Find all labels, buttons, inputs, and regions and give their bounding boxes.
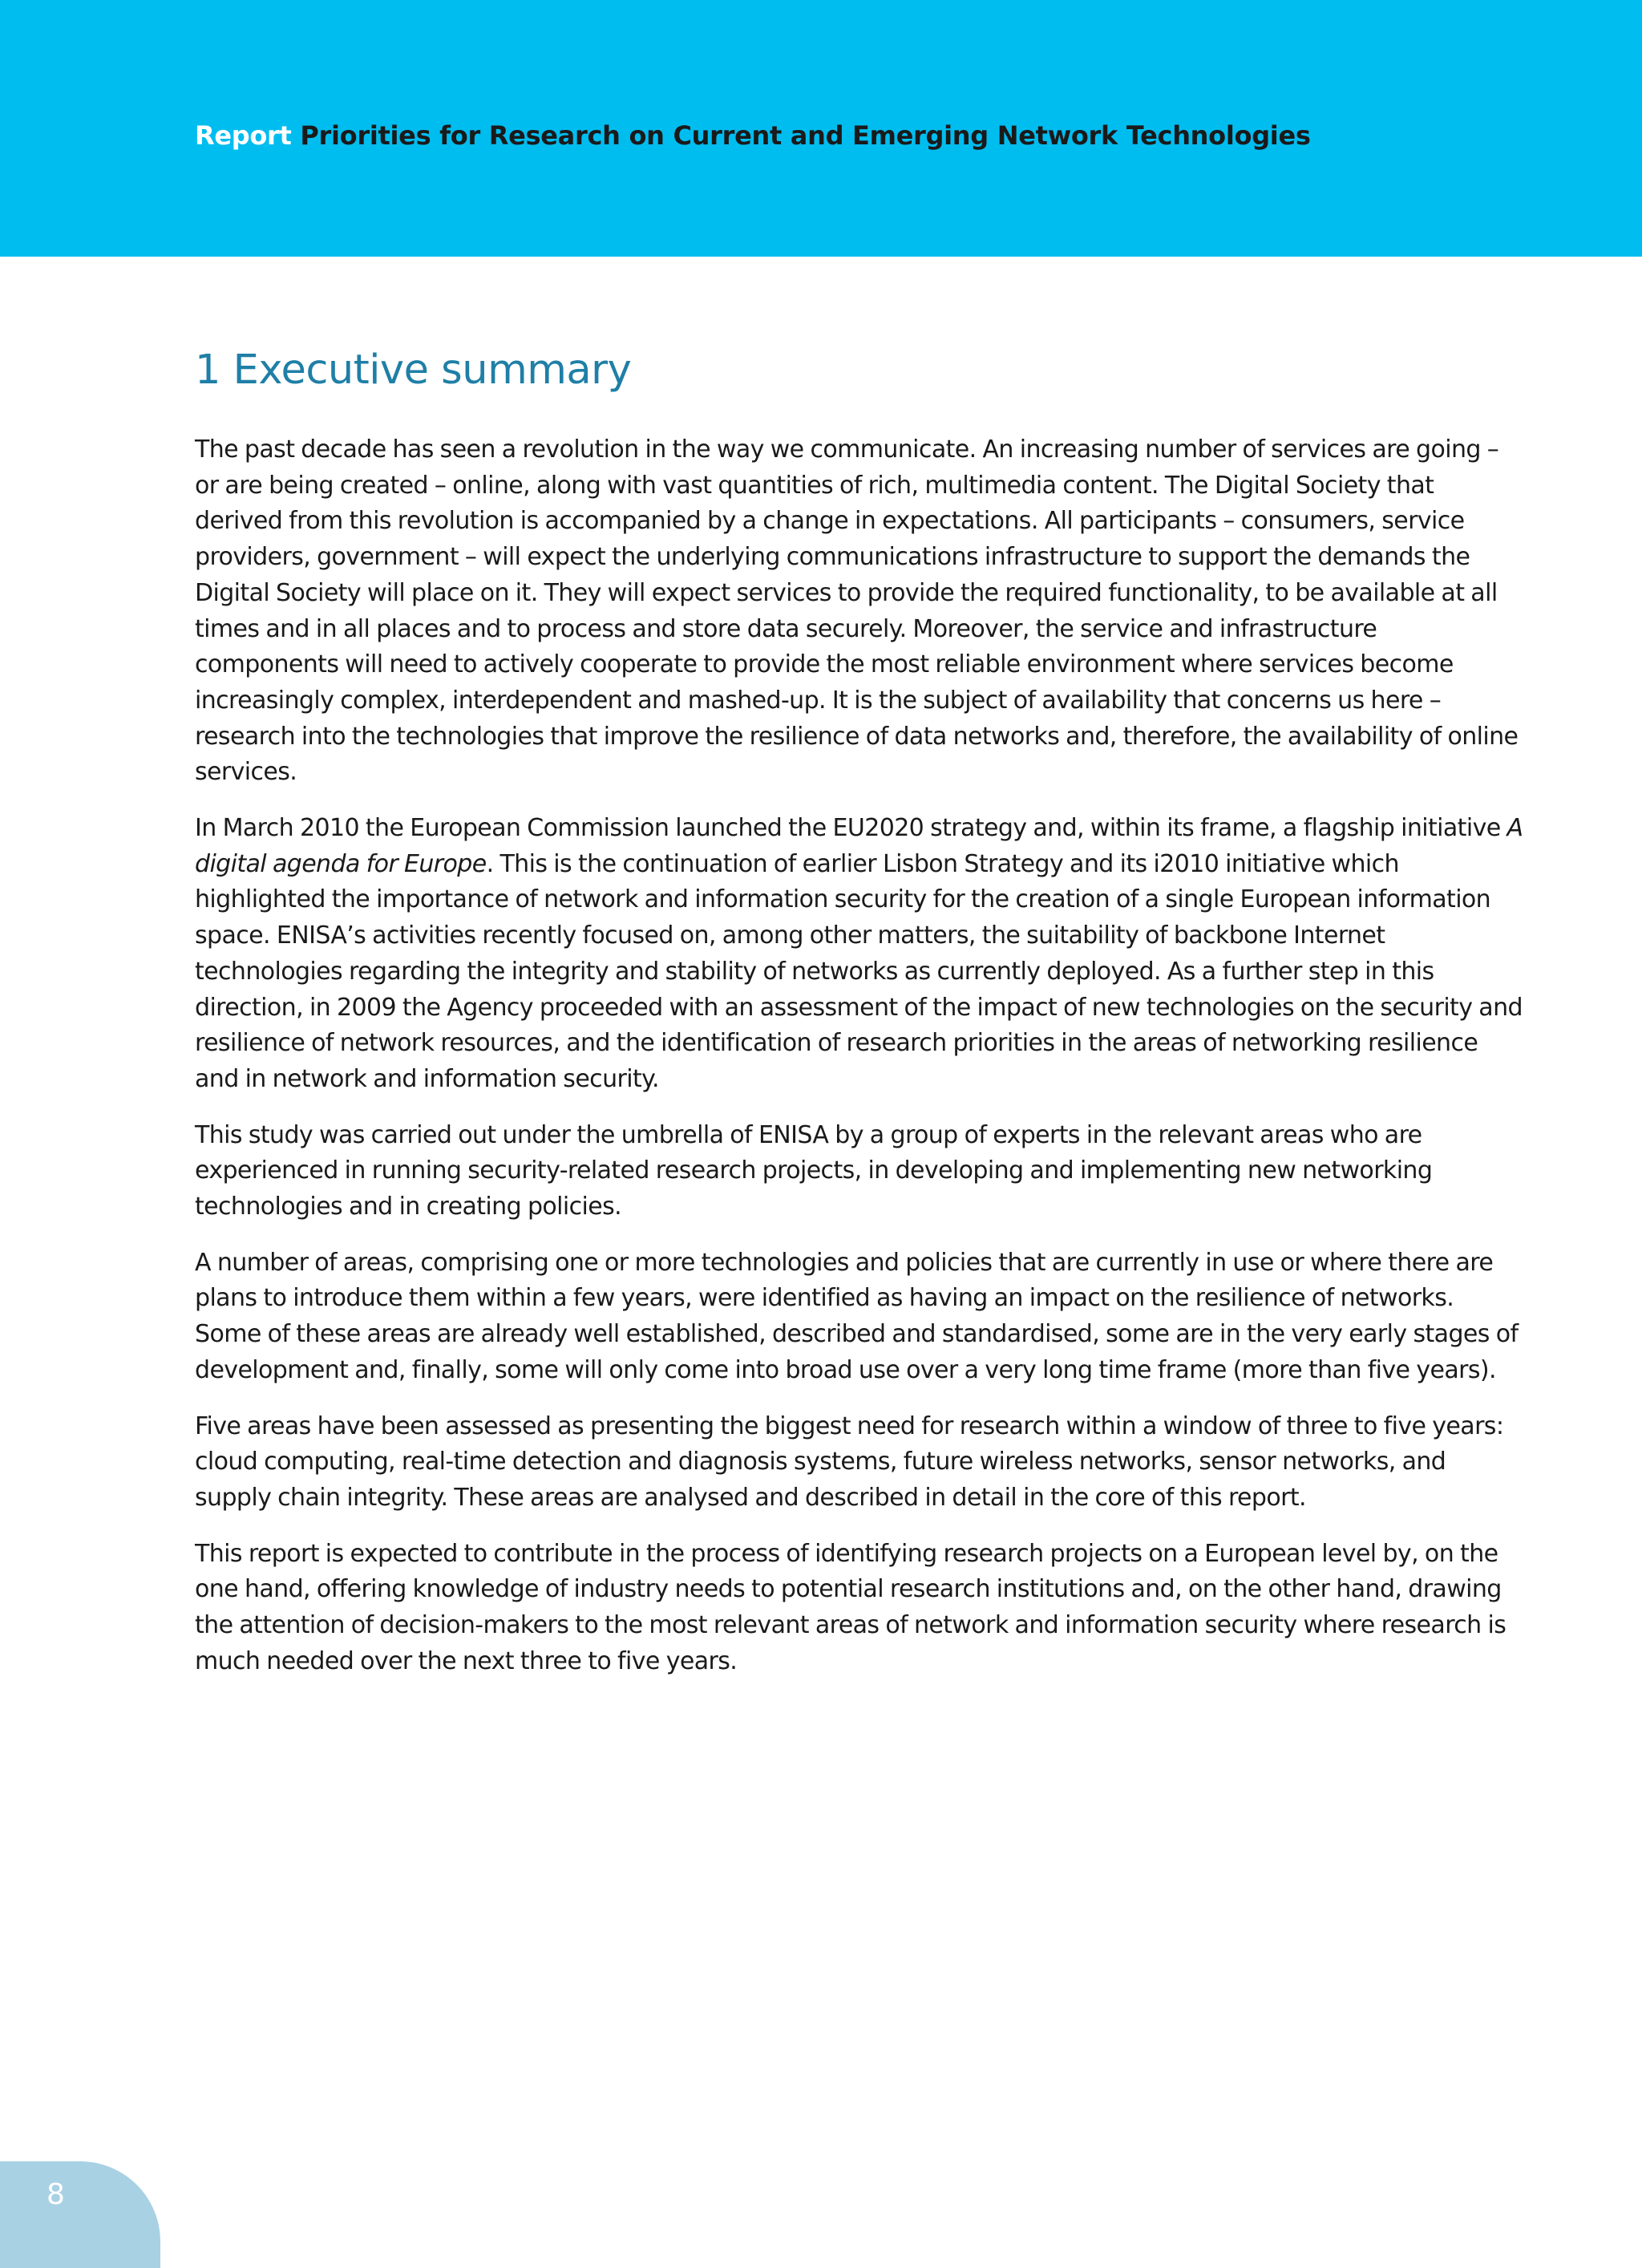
paragraph-3: This study was carried out under the umbrella of ENISA by a group of experts in the relevant areas who are experienced in running security-related research projects, in developing and implementing new networking technologies and in creating policies. (195, 1120, 1433, 1221)
header-report-label: Report (195, 120, 292, 151)
page-number: 8 (47, 2178, 65, 2211)
paragraph-2-text-start: In March 2010 the European Commission launched the EU2020 strategy and, within its frame, a flagship initiative (195, 814, 1507, 843)
page-number-tab (0, 2161, 160, 2268)
main-content (195, 341, 1526, 1700)
paragraph-4: A number of areas, comprising one or more technologies and policies that are currently in use or where there are plans to introduce them within a few years, were identified as having an impact on the resilience of networks. Some of these areas are already well established, described and standardised, some are in the very early stages of development and, finally, some will only come into broad use over a very long time frame (more than five years). (195, 1248, 1519, 1384)
paragraph-1: The past decade has seen a revolution in the way we communicate. An increasing number of services are going – or are being created – online, along with vast quantities of rich, multimedia content. The Digital Society that derived from this revolution is accompanied by a change in expectations. All participants – consumers, service providers, government – will expect the underlying communications infrastructure to support the demands the Digital Society will place on it. They will expect services to provide the required functionality, to be available at all times and in all places and to process and store data securely. Moreover, the service and infrastructure components will need to actively cooperate to provide the most reliable environment where services become increasingly complex, interdependent and mashed-up. It is the subject of availability that concerns us here – research into the technologies that improve the resilience of data networks and, therefore, the availability of online services. (195, 435, 1519, 787)
running-header (195, 120, 1311, 151)
paragraph-2 (195, 811, 1526, 1098)
paragraph-2-text-end: . This is the continuation of earlier Lisbon Strategy and its i2010 initiative which highlighted the importance of network and information security for the creation of a single European information space. ENISA’s activities recently focused on, among other matters, the suitability of backbone Internet technologies regarding the integrity and stability of networks as currently deployed. As a further step in this direction, in 2009 the Agency proceeded with an assessment of the impact of new technologies on the security and resilience of network resources, and the identification of research priorities in the areas of networking resilience and in network and information security. (195, 849, 1523, 1093)
header-document-title: Priorities for Research on Current and Emerging Network Technologies (300, 120, 1311, 151)
paragraph-6: This report is expected to contribute in the process of identifying research projects on a European level by, on the one hand, offering knowledge of industry needs to potential research institutions and, on the other hand, drawing the attention of decision-makers to the most relevant areas of network and information security where research is much needed over the next three to five years. (195, 1539, 1507, 1675)
paragraph-2-italic-title: A digital agenda for Europe (195, 814, 1523, 878)
section-heading: 1 Executive summary (195, 346, 632, 394)
paragraph-5: Five areas have been assessed as presenting the biggest need for research within a window of three to five years: cloud computing, real-time detection and diagnosis systems, future wireless networks, sensor networks, and supply chain integrity. These areas are analysed and described in detail in the core of this report. (195, 1411, 1504, 1512)
